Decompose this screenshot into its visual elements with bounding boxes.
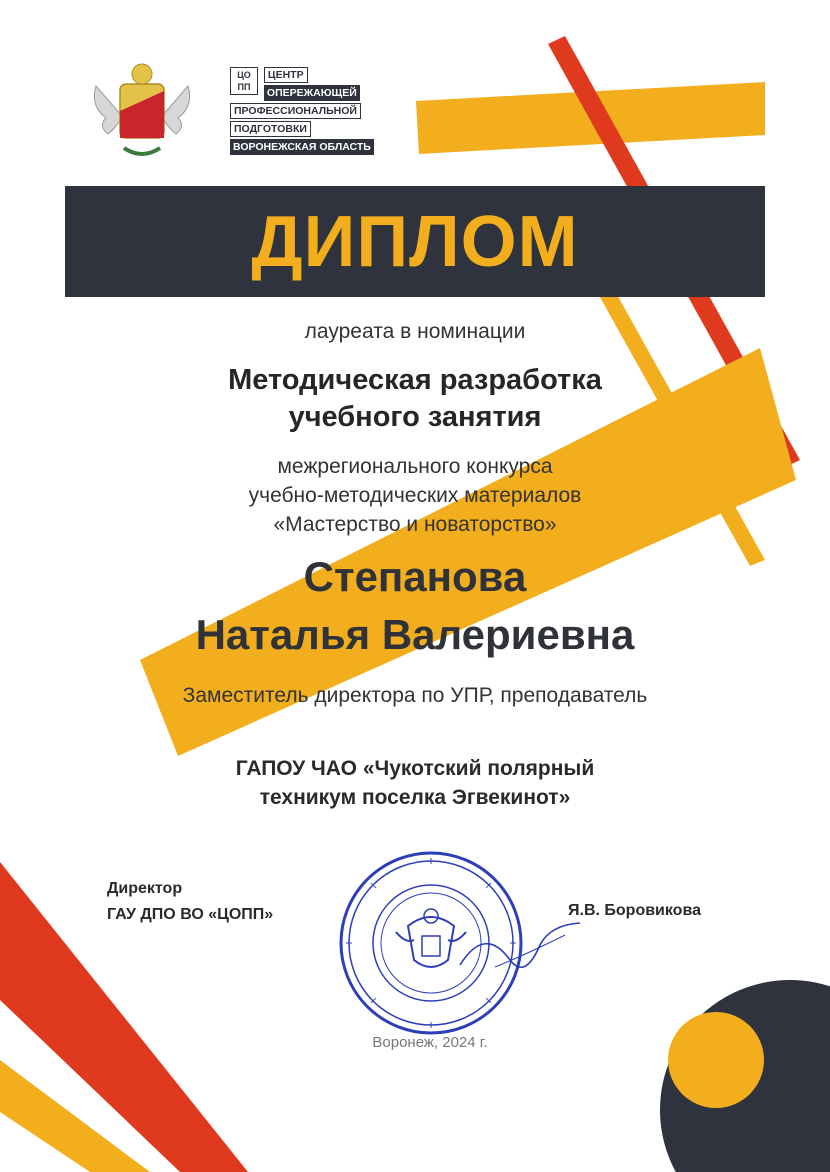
nomination-line-1: Методическая разработка bbox=[228, 364, 602, 396]
contest-line-3: «Мастерство и новаторство» bbox=[273, 513, 557, 536]
contest bbox=[0, 452, 830, 539]
person-position: Заместитель директора по УПР, преподаватель bbox=[182, 684, 648, 707]
document-title: ДИПЛОМ bbox=[251, 201, 579, 282]
contest-line-2: учебно-методических материалов bbox=[248, 484, 582, 507]
signature bbox=[455, 905, 585, 985]
contest-line-1: межрегионального конкурса bbox=[277, 455, 553, 478]
nomination-line-2: учебного занятия bbox=[288, 401, 542, 433]
cotp-logo-mark bbox=[230, 67, 258, 95]
cotp-logo-letters: ЦОПП bbox=[237, 70, 251, 92]
director-line-2: ГАУ ДПО ВО «ЦОПП» bbox=[107, 906, 274, 923]
signer-name: Я.В. Боровикова bbox=[568, 902, 701, 919]
cotp-logo-block bbox=[230, 67, 374, 157]
person-name bbox=[0, 548, 830, 664]
organization-line-2: техникум поселка Эгвекинот» bbox=[259, 786, 571, 809]
director-title bbox=[107, 876, 273, 928]
director-line-1: Директор bbox=[107, 880, 183, 897]
cotp-line-3: ПРОФЕССИОНАЛЬНОЙ bbox=[230, 103, 361, 119]
nomination bbox=[0, 362, 830, 436]
person-given-names: Наталья Валериевна bbox=[195, 611, 635, 658]
person-surname: Степанова bbox=[303, 553, 527, 600]
cotp-line-5: ВОРОНЕЖСКАЯ ОБЛАСТЬ bbox=[230, 139, 374, 155]
cotp-line-2: ОПЕРЕЖАЮЩЕЙ bbox=[264, 85, 360, 101]
cotp-line-1: ЦЕНТР bbox=[264, 67, 308, 83]
coat-of-arms-emblem bbox=[88, 56, 196, 160]
city-year: Воронеж, 2024 г. bbox=[372, 1034, 488, 1051]
orange-circle bbox=[668, 1012, 764, 1108]
organization-line-1: ГАПОУ ЧАО «Чукотский полярный bbox=[235, 757, 595, 780]
subtitle: лауреата в номинации bbox=[304, 320, 526, 343]
cotp-line-4: ПОДГОТОВКИ bbox=[230, 121, 311, 137]
organization bbox=[0, 754, 830, 812]
